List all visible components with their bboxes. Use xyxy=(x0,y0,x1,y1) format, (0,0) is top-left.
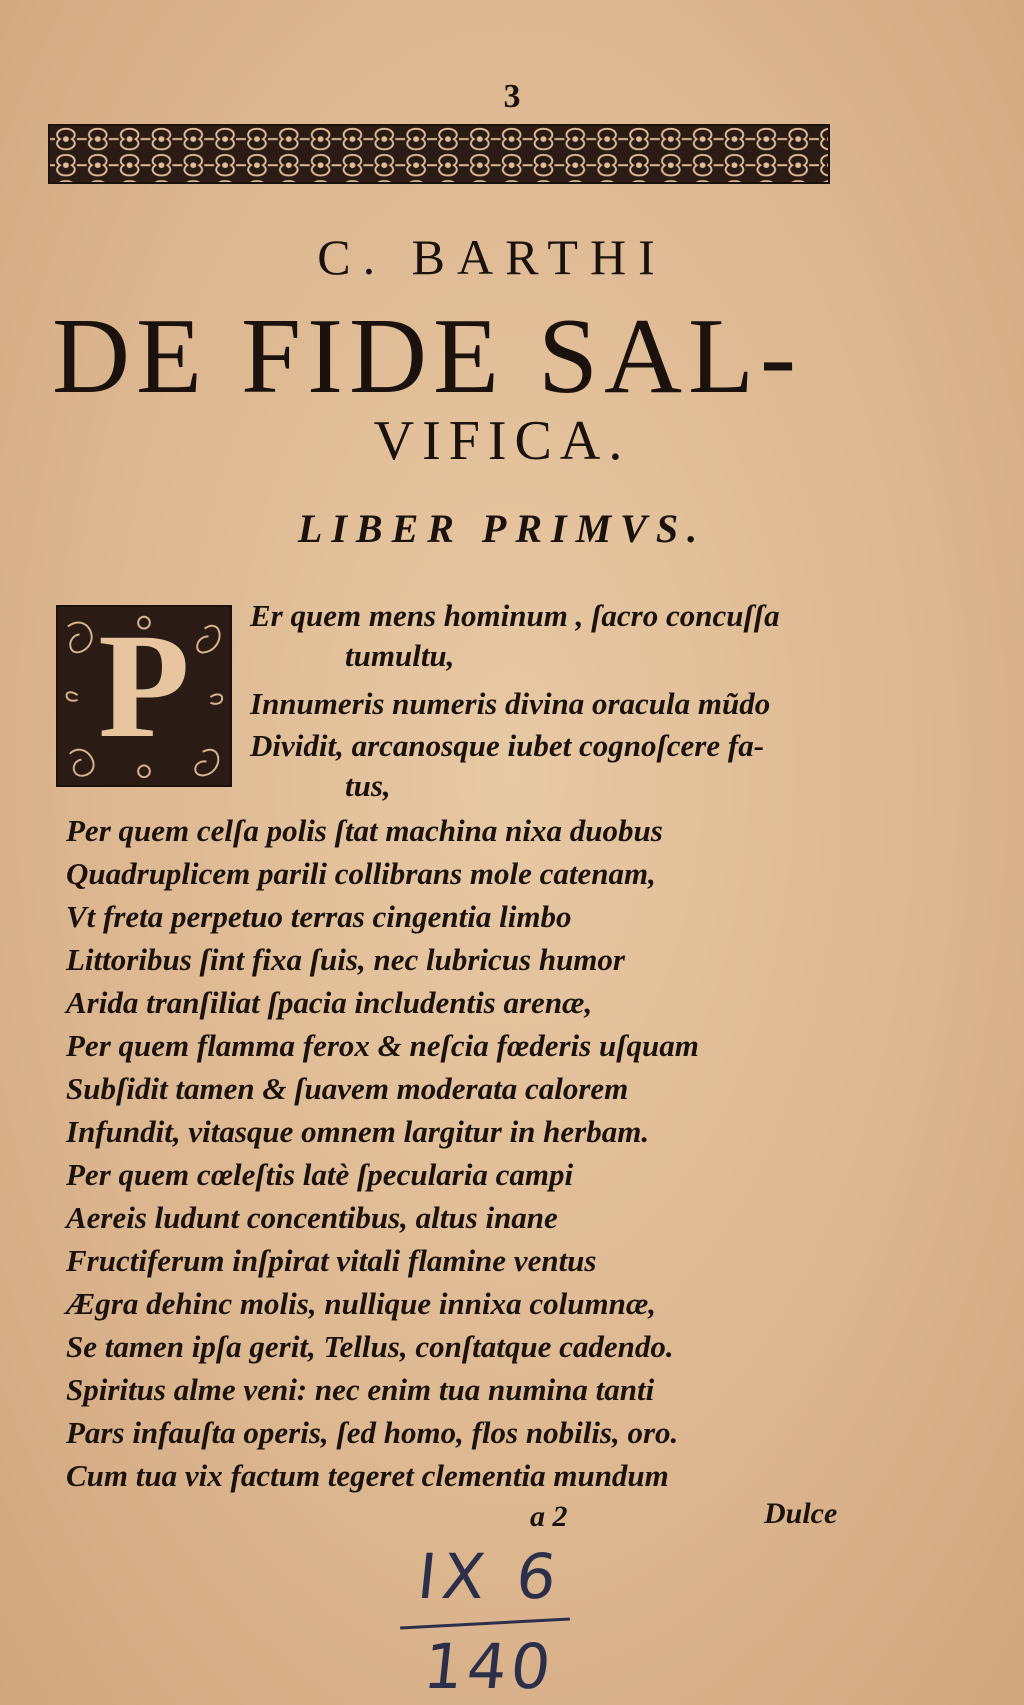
drop-cap xyxy=(56,605,232,787)
verse-line: tus, xyxy=(345,768,391,803)
title-line-1: DE FIDE SAL- xyxy=(52,297,802,416)
shelfmark-top: IX 6 xyxy=(414,1540,566,1613)
ornament-band xyxy=(48,124,830,184)
verse-line: tumultu, xyxy=(345,638,455,673)
verse-line: Quadruplicem parili collibrans mole catenam, xyxy=(66,856,656,891)
author-line: C. BARTHI xyxy=(317,229,667,285)
verse-line: Arida tranſiliat ſpacia includentis arenæ, xyxy=(66,985,593,1020)
verse-line: Fructiferum inſpirat vitali flamine ventus xyxy=(66,1243,597,1278)
ornament-pattern-icon xyxy=(50,126,828,182)
signature-mark: a 2 xyxy=(530,1500,568,1533)
verse-line: Per quem cœleſtis latè ſpecularia campi xyxy=(66,1157,574,1192)
verse-line: Innumeris numeris divina oracula mũdo xyxy=(250,686,771,721)
page-number: 3 xyxy=(503,78,521,115)
verse-line: Subſidit tamen & ſuavem moderata calorem xyxy=(66,1071,629,1106)
verse-line: Littoribus ſint fixa ſuis, nec lubricus humor xyxy=(66,942,625,977)
verse-line: Spiritus alme veni: nec enim tua numina tanti xyxy=(66,1372,655,1407)
verse-line: Dividit, arcanosque iubet cognoſcere fa- xyxy=(250,728,765,763)
verse-line: Ægra dehinc molis, nullique innixa columnæ, xyxy=(66,1286,656,1321)
verse-line: Infundit, vitasque omnem largitur in herbam. xyxy=(66,1114,650,1149)
verse-line: Er quem mens hominum , ſacro concuſſa xyxy=(250,598,780,633)
verse-line: Se tamen ipſa gerit, Tellus, conſtatque cadendo. xyxy=(66,1329,674,1364)
drop-cap-letter: P xyxy=(98,603,190,769)
shelfmark-rule xyxy=(400,1618,570,1630)
book-heading: LIBER PRIMVS. xyxy=(297,506,707,551)
handwritten-shelfmark xyxy=(400,1540,580,1703)
verse-line: Pars infauſta operis, ſed homo, flos nobilis, oro. xyxy=(66,1415,679,1450)
catchword: Dulce xyxy=(764,1497,838,1530)
shelfmark-bottom: 140 xyxy=(420,1630,559,1703)
verse-line: Aereis ludunt concentibus, altus inane xyxy=(66,1200,558,1235)
verse-line: Per quem flamma ferox & neſcia fœderis uſquam xyxy=(66,1028,699,1063)
title-line-2: VIFICA. xyxy=(373,410,631,472)
verse-line: Per quem celſa polis ſtat machina nixa duobus xyxy=(66,813,663,848)
verse-line: Cum tua vix factum tegeret clementia mundum xyxy=(66,1458,669,1493)
verse-line: Vt freta perpetuo terras cingentia limbo xyxy=(66,899,572,934)
